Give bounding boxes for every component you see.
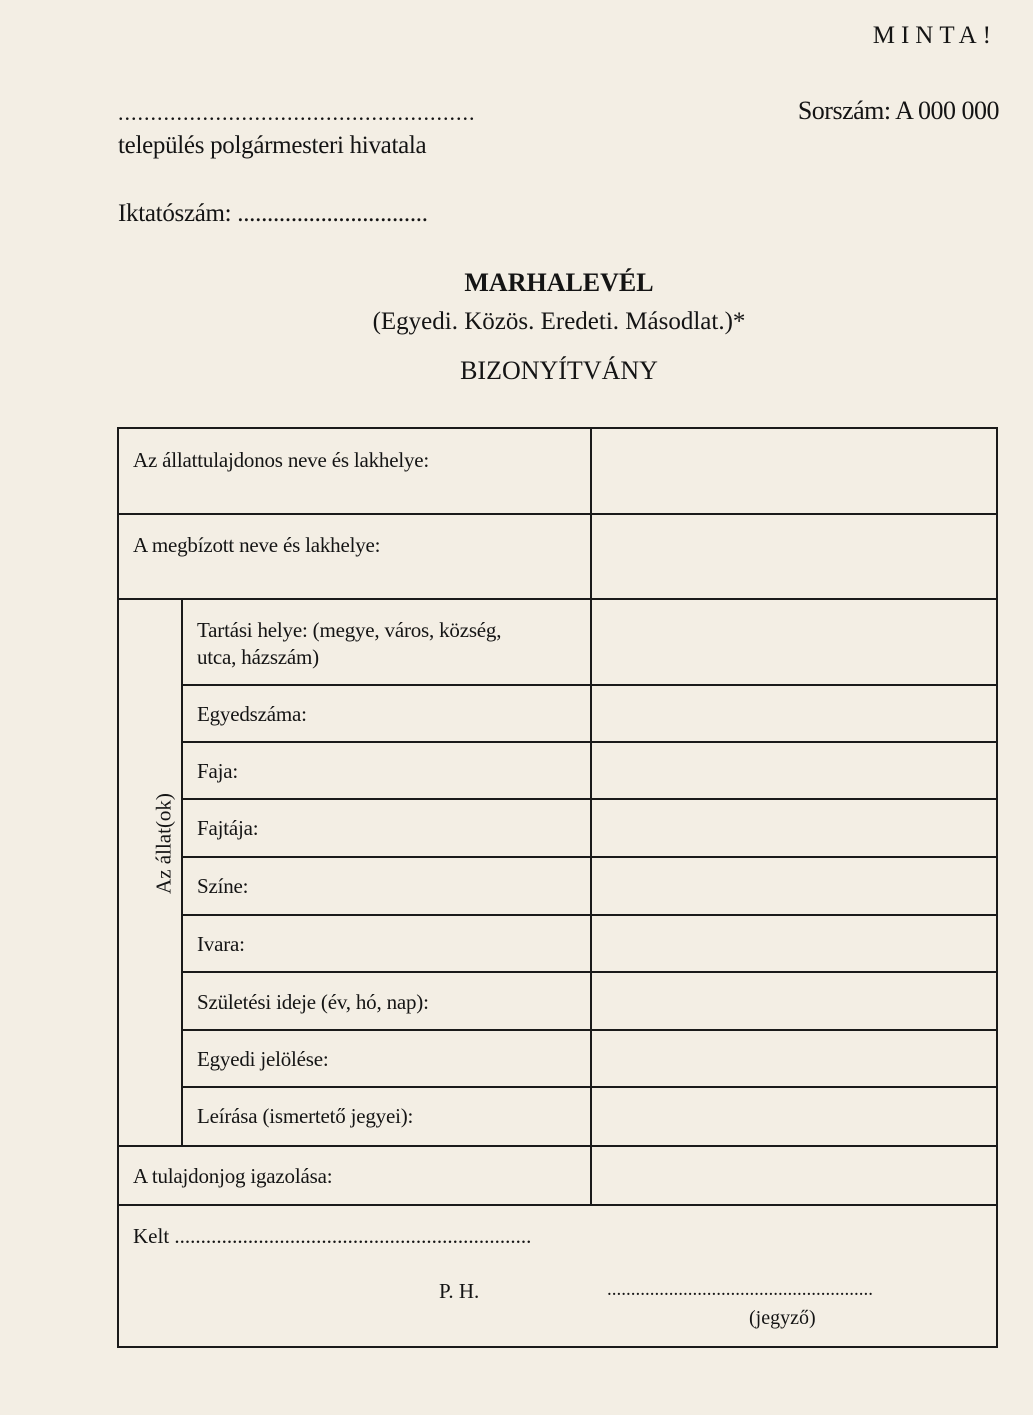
row-divider	[119, 513, 996, 515]
row-divider	[181, 684, 996, 686]
color-label: Színe:	[197, 874, 249, 898]
row-divider	[119, 598, 996, 600]
cattle-certificate-table	[117, 427, 998, 1348]
settlement-office-label: település polgármesteri hivatala	[118, 132, 427, 159]
ownership-proof-label: A tulajdonjog igazolása:	[133, 1164, 333, 1188]
animal-group-divider	[181, 600, 183, 1146]
row-divider	[181, 1086, 996, 1088]
individual-number-label: Egyedszáma:	[197, 702, 307, 726]
breed-label: Fajtája:	[197, 816, 259, 840]
row-divider	[181, 856, 996, 858]
column-divider	[590, 429, 592, 1205]
signature-line: ........................................................	[607, 1279, 873, 1300]
serial-number: Sorszám: A 000 000	[797, 96, 999, 125]
document-subtitle: (Egyedi. Közös. Eredeti. Másodlat.)*	[372, 308, 746, 335]
signer-label: (jegyző)	[749, 1307, 816, 1329]
animal-group-label: Az állat(ok)	[151, 793, 176, 894]
settlement-dotted-line: .......................................................	[118, 100, 476, 125]
row-divider	[181, 1029, 996, 1031]
holding-place-label	[197, 617, 501, 671]
owner-label: Az állattulajdonos neve és lakhelye:	[133, 448, 430, 472]
row-divider	[119, 1204, 996, 1206]
sample-mark: MINTA!	[872, 22, 997, 49]
seal-placeholder: P. H.	[439, 1279, 480, 1303]
row-divider	[119, 1145, 996, 1147]
holding-place-line1: Tartási helye: (megye, város, község,	[197, 618, 502, 642]
row-divider	[181, 798, 996, 800]
document-title: MARHALEVÉL	[464, 268, 654, 297]
row-divider	[181, 914, 996, 916]
dated-line: Kelt ....................................................................	[133, 1224, 532, 1248]
row-divider	[181, 741, 996, 743]
individual-marking-label: Egyedi jelölése:	[197, 1047, 329, 1071]
filing-number: Iktatószám: ................................	[118, 200, 428, 227]
species-label: Faja:	[197, 759, 238, 783]
row-divider	[181, 971, 996, 973]
holding-place-line2: utca, házszám)	[197, 645, 319, 669]
description-label: Leírása (ismertető jegyei):	[197, 1104, 414, 1128]
birth-date-label: Születési ideje (év, hó, nap):	[197, 990, 429, 1014]
agent-label: A megbízott neve és lakhelye:	[133, 533, 381, 557]
certificate-heading: BIZONYÍTVÁNY	[460, 356, 658, 385]
sex-label: Ivara:	[197, 932, 245, 956]
